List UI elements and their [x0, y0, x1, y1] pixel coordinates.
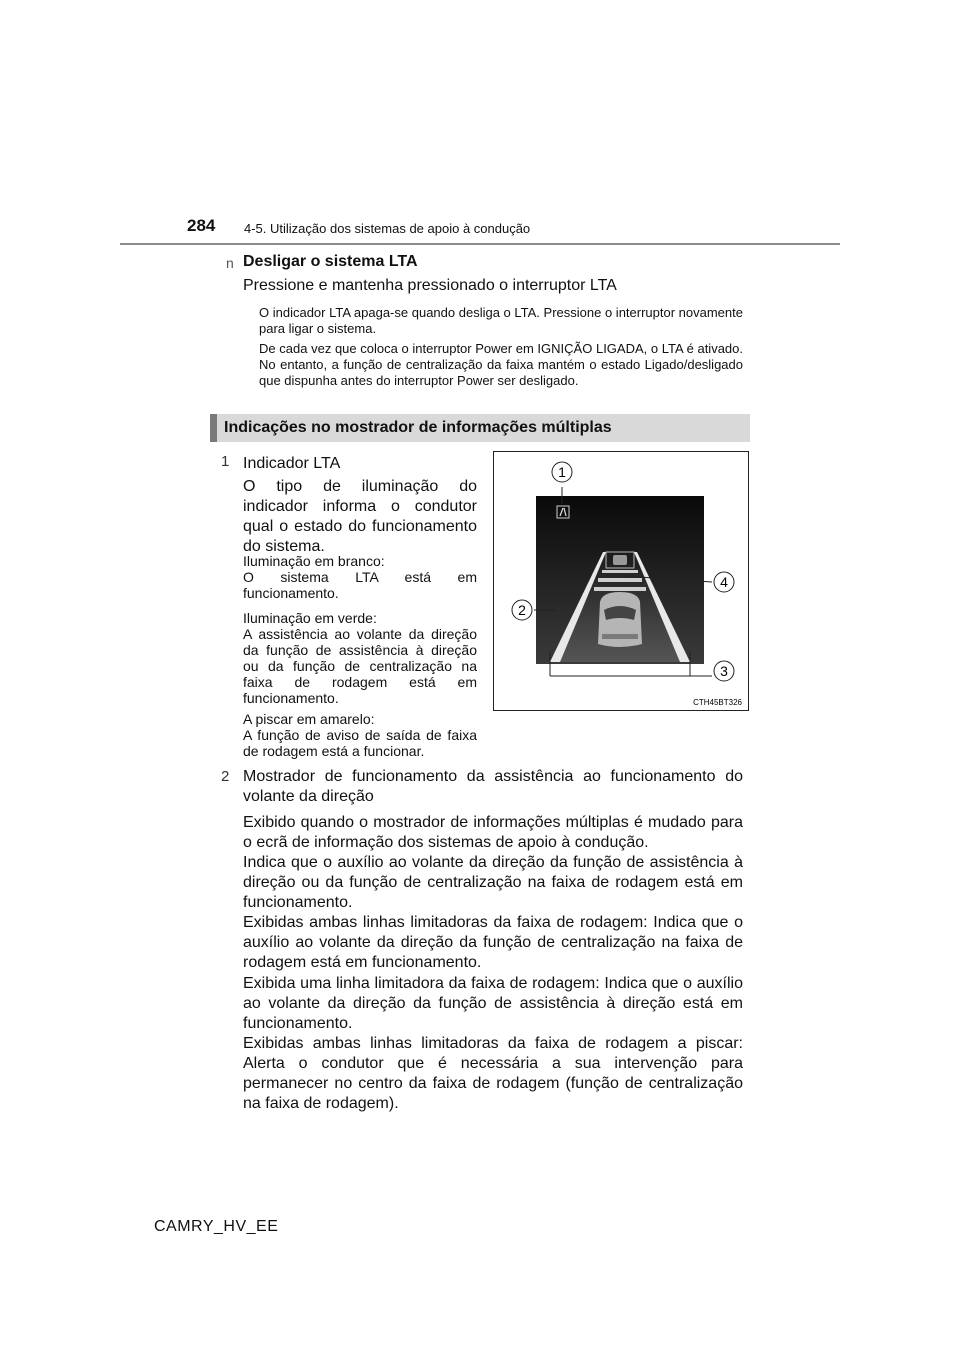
section-banner [210, 414, 750, 442]
state-text: A função de aviso de saída de faixa de rodagem está a funcionar. [243, 727, 477, 759]
preceding-vehicle-icon [613, 555, 627, 565]
item-description: O tipo de iluminação do indicador informa o condutor qual o estado do funcionamento do sistema. [243, 478, 477, 555]
page-number: 284 [187, 216, 216, 235]
state-label: Iluminação em verde: [243, 610, 377, 626]
distance-bar [602, 570, 638, 573]
distance-bar [594, 587, 646, 591]
callout-number: 2 [518, 602, 526, 618]
item-title: Mostrador de funcionamento da assistência ao funcionamento do volante da direção [243, 768, 743, 805]
lta-display-figure [493, 451, 749, 711]
item-paragraph: Indica que o auxílio ao volante da direção da função de assistência à direção ou da função de centralização na faixa de rodagem está em funcionamento. [243, 854, 743, 911]
state-text: O sistema LTA está em funcionamento. [243, 569, 477, 601]
item-paragraph: Exibido quando o mostrador de informações múltiplas é mudado para o ecrã de informação dos sistemas de apoio à condução. [243, 814, 743, 851]
model-code: CAMRY_HV_EE [154, 1218, 279, 1235]
distance-bar [598, 578, 642, 582]
section-bullet: n [226, 255, 234, 271]
own-vehicle-icon [598, 592, 642, 647]
figure-code: CTH45BT326 [693, 698, 742, 707]
item-number: 2 [221, 768, 230, 785]
section-heading: Desligar o sistema LTA [243, 253, 418, 270]
note-paragraph: De cada vez que coloca o interruptor Power em IGNIÇÃO LIGADA, o LTA é ativado. No entanto, a função de centralização da faixa mantém o estado Ligado/desligado que dispunha antes do interruptor Power ser desligado. [259, 341, 743, 388]
state-green [243, 610, 477, 706]
callout-number: 1 [558, 464, 566, 480]
callout-number: 4 [720, 574, 728, 590]
state-white [243, 553, 477, 601]
item-title: Indicador LTA [243, 455, 341, 472]
lta-display-illustration [494, 452, 748, 710]
item-paragraph: Exibida uma linha limitadora da faixa de rodagem: Indica que o auxílio ao volante da direção da função de assistência à direção está em funcionamento. [243, 975, 743, 1032]
header-divider [120, 243, 840, 245]
item-number: 1 [221, 453, 230, 470]
state-text: A assistência ao volante da direção da função de assistência à direção ou da função de centralização na faixa de rodagem está em funcionamento. [243, 626, 477, 706]
instruction-text: Pressione e mantenha pressionado o interruptor LTA [243, 277, 617, 294]
state-label: Iluminação em branco: [243, 553, 385, 569]
note-paragraph: O indicador LTA apaga-se quando desliga o LTA. Pressione o interruptor novamente para ligar o sistema. [259, 305, 743, 336]
state-label: A piscar em amarelo: [243, 711, 375, 727]
callout-number: 3 [720, 663, 728, 679]
state-yellow [243, 711, 477, 759]
item-paragraph: Exibidas ambas linhas limitadoras da faixa de rodagem a piscar: Alerta o condutor que é necessária a sua intervenção para permanecer no centro da faixa de rodagem (função de centralização na faixa de rodagem). [243, 1035, 743, 1112]
chapter-title: 4-5. Utilização dos sistemas de apoio à condução [244, 221, 531, 236]
banner-title: Indicações no mostrador de informações múltiplas [224, 419, 612, 436]
item-paragraph: Exibidas ambas linhas limitadoras da faixa de rodagem: Indica que o auxílio ao volante da direção da função de centralização na faixa de rodagem está em funcionamento. [243, 914, 743, 971]
banner-accent-bar [210, 414, 217, 442]
